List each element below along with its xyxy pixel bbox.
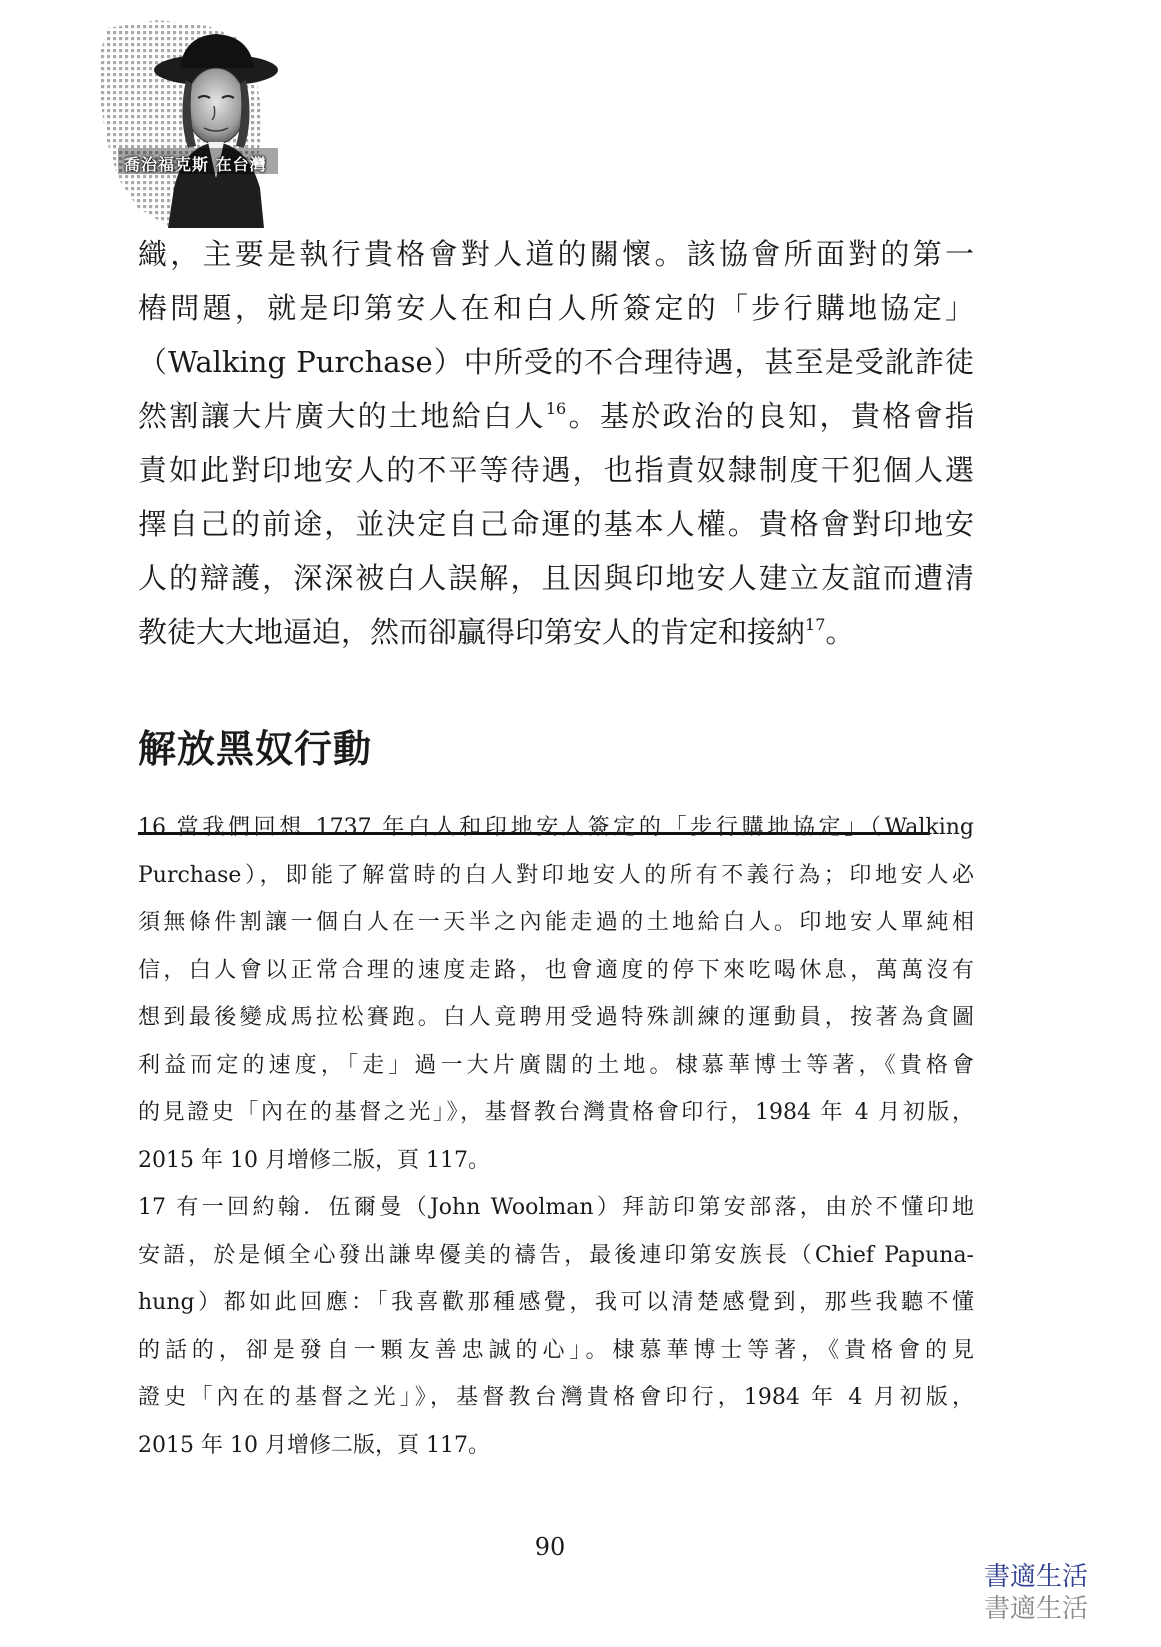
paragraph-line: 人的辯護，深深被白人誤解，且因與印地安人建立友誼而遭清 xyxy=(138,561,974,595)
paragraph-line: 擇自己的前途，並決定自己命運的基本人權。貴格會對印地安 xyxy=(138,507,974,541)
footnote-line: 利益而定的速度，「走」過一大片廣闊的土地。棣慕華博士等著，《貴格會 xyxy=(138,1052,974,1078)
page-number: 90 xyxy=(534,1533,566,1561)
footnote-line: 2015 年 10 月增修二版，頁 117。 xyxy=(138,1147,490,1173)
footnote-line: 17 有一回約翰．伍爾曼（John Woolman）拜訪印第安部落，由於不懂印地 xyxy=(138,1195,974,1220)
header-portrait-illustration xyxy=(88,18,338,228)
watermark-text: 書適生活 xyxy=(984,1562,1089,1592)
footnote-line: 想到最後變成馬拉松賽跑。白人竟聘用受過特殊訓練的運動員，按著為貪圖 xyxy=(138,1005,974,1030)
paragraph-text: 然割讓大片廣大的土地給白人 xyxy=(138,399,546,433)
footnote-line: 的話的，卻是發自一顆友善忠誠的心」。棣慕華博士等著，《貴格會的見 xyxy=(138,1337,974,1363)
footnote-line: 信，白人會以正常合理的速度走路，也會適度的停下來吃喝休息，萬萬沒有 xyxy=(138,957,974,983)
watermark-text-shadow: 書適生活 xyxy=(984,1594,1089,1624)
footnote-reference[interactable]: 16 xyxy=(545,399,567,418)
paragraph-line xyxy=(138,605,974,659)
footnote-17 xyxy=(138,1184,974,1469)
paragraph-line: 織，主要是執行貴格會對人道的關懷。該協會所面對的第一 xyxy=(138,237,974,271)
footnote-16 xyxy=(138,804,974,1184)
footnote-line: 證史「內在的基督之光」》，基督教台灣貴格會印行，1984 年 4 月初版， xyxy=(138,1385,974,1410)
footnote-line: Purchase），即能了解當時的白人對印地安人的所有不義行為；印地安人必 xyxy=(138,862,974,888)
footnote-line: 2015 年 10 月增修二版，頁 117。 xyxy=(138,1432,490,1458)
footnote-line: 16 當我們回想 1737 年白人和印地安人簽定的「步行購地協定」（Walking xyxy=(138,815,974,840)
paragraph-text: 。 xyxy=(825,615,855,649)
footnote-line: hung）都如此回應：「我喜歡那種感覺，我可以清楚感覺到，那些我聽不懂 xyxy=(138,1290,974,1315)
section-heading: 解放黑奴行動 xyxy=(138,726,373,771)
body-paragraph xyxy=(138,227,974,659)
footnote-reference[interactable]: 17 xyxy=(805,615,826,634)
series-title: 喬治福克斯 在台灣 xyxy=(124,155,267,174)
paragraph-text: 教徒大大地逼迫，然而卻贏得印第安人的肯定和接納 xyxy=(138,615,806,649)
footnote-line: 的見證史「內在的基督之光」》，基督教台灣貴格會印行，1984 年 4 月初版， xyxy=(138,1100,974,1125)
footnote-line: 安語，於是傾全心發出謙卑優美的禱告，最後連印第安族長（Chief Papuna- xyxy=(138,1242,974,1268)
paragraph-line xyxy=(138,389,974,443)
face xyxy=(186,68,246,144)
paragraph-line: 責如此對印地安人的不平等待遇，也指責奴隸制度干犯個人選 xyxy=(138,453,974,487)
footnote-line: 須無條件割讓一個白人在一天半之內能走過的土地給白人。印地安人單純相 xyxy=(138,910,974,935)
paragraph-text: 。基於政治的良知，貴格會指 xyxy=(566,399,974,433)
publisher-watermark xyxy=(984,1561,1088,1625)
paragraph-line: 樁問題，就是印第安人在和白人所簽定的「步行購地協定」 xyxy=(138,291,974,325)
paragraph-line: （Walking Purchase）中所受的不合理待遇，甚至是受訛詐徒 xyxy=(138,345,974,379)
